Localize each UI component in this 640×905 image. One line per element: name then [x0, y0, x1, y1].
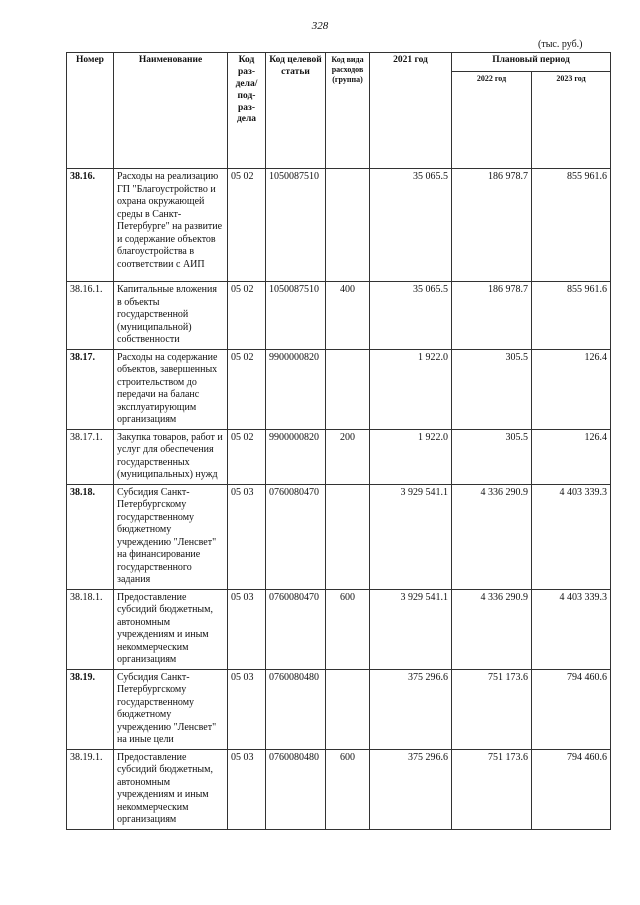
row-amount-2023: 4 403 339.3 — [532, 484, 611, 589]
row-number: 38.19.1. — [67, 749, 114, 829]
row-amount-2023: 4 403 339.3 — [532, 589, 611, 669]
row-target-code: 0760080470 — [266, 484, 326, 589]
row-amount-2022: 751 173.6 — [452, 749, 532, 829]
table-row — [67, 484, 611, 589]
header-year-2023: 2023 год — [532, 72, 611, 169]
row-section-code: 05 02 — [228, 349, 266, 429]
row-target-code: 1050087510 — [266, 282, 326, 350]
row-name: Закупка товаров, работ и услуг для обеспечения государственных (муниципальных) нужд — [114, 429, 228, 484]
table-row — [67, 349, 611, 429]
row-amount-2023: 794 460.6 — [532, 669, 611, 749]
row-expense-type — [326, 349, 370, 429]
row-expense-type: 200 — [326, 429, 370, 484]
row-expense-type — [326, 669, 370, 749]
table-row — [67, 669, 611, 749]
row-section-code: 05 03 — [228, 749, 266, 829]
row-amount-2022: 751 173.6 — [452, 669, 532, 749]
row-amount-2022: 305.5 — [452, 349, 532, 429]
row-number: 38.17.1. — [67, 429, 114, 484]
row-amount-2022: 186 978.7 — [452, 282, 532, 350]
header-year-2021: 2021 год — [370, 53, 452, 169]
row-amount-2021: 1 922.0 — [370, 429, 452, 484]
table-row — [67, 589, 611, 669]
row-name: Предоставление субсидий бюджетным, автономным учреждениям и иным некоммерческим организациям — [114, 749, 228, 829]
row-name: Расходы на реализацию ГП "Благоустройство и охрана окружающей среды в Санкт-Петербурге" на развитие и содержание объектов благоустройства в соответствии с АИП — [114, 169, 228, 282]
row-amount-2022: 4 336 290.9 — [452, 589, 532, 669]
row-target-code: 0760080470 — [266, 589, 326, 669]
row-target-code: 9900000820 — [266, 429, 326, 484]
row-name: Капитальные вложения в объекты государственной (муниципальной) собственности — [114, 282, 228, 350]
row-amount-2021: 1 922.0 — [370, 349, 452, 429]
row-number: 38.18.1. — [67, 589, 114, 669]
row-name: Субсидия Санкт-Петербургскому государственному бюджетному учреждению "Ленсвет" на финансирование государственного задания — [114, 484, 228, 589]
row-expense-type: 600 — [326, 749, 370, 829]
row-section-code: 05 03 — [228, 484, 266, 589]
row-expense-type — [326, 484, 370, 589]
row-section-code: 05 03 — [228, 589, 266, 669]
row-expense-type: 400 — [326, 282, 370, 350]
header-section-code: Код раз-дела/ под-раз-дела — [228, 53, 266, 169]
header-year-2022: 2022 год — [452, 72, 532, 169]
row-amount-2023: 855 961.6 — [532, 169, 611, 282]
row-number: 38.19. — [67, 669, 114, 749]
row-section-code: 05 02 — [228, 169, 266, 282]
row-amount-2022: 186 978.7 — [452, 169, 532, 282]
row-expense-type — [326, 169, 370, 282]
table-row — [67, 749, 611, 829]
page-number: 328 — [311, 20, 329, 32]
row-number: 38.16. — [67, 169, 114, 282]
header-target-code: Код целевой статьи — [266, 53, 326, 169]
row-amount-2021: 35 065.5 — [370, 169, 452, 282]
row-amount-2022: 4 336 290.9 — [452, 484, 532, 589]
header-expense-type: Код вида расходов (группа) — [326, 53, 370, 169]
row-number: 38.18. — [67, 484, 114, 589]
row-target-code: 1050087510 — [266, 169, 326, 282]
row-section-code: 05 03 — [228, 669, 266, 749]
units-label: (тыс. руб.) — [538, 39, 583, 50]
row-number: 38.16.1. — [67, 282, 114, 350]
header-name: Наименование — [114, 53, 228, 169]
row-number: 38.17. — [67, 349, 114, 429]
row-amount-2023: 126.4 — [532, 429, 611, 484]
table-row — [67, 429, 611, 484]
row-amount-2023: 126.4 — [532, 349, 611, 429]
row-name: Предоставление субсидий бюджетным, автономным учреждениям и иным некоммерческим организациям — [114, 589, 228, 669]
row-amount-2021: 375 296.6 — [370, 669, 452, 749]
row-name: Субсидия Санкт-Петербургскому государственному бюджетному учреждению "Ленсвет" на иные цели — [114, 669, 228, 749]
row-section-code: 05 02 — [228, 282, 266, 350]
row-target-code: 0760080480 — [266, 669, 326, 749]
row-amount-2021: 375 296.6 — [370, 749, 452, 829]
row-amount-2023: 855 961.6 — [532, 282, 611, 350]
budget-table — [66, 52, 611, 830]
row-target-code: 9900000820 — [266, 349, 326, 429]
row-amount-2023: 794 460.6 — [532, 749, 611, 829]
row-amount-2022: 305.5 — [452, 429, 532, 484]
row-amount-2021: 35 065.5 — [370, 282, 452, 350]
table-row — [67, 282, 611, 350]
header-number: Номер — [67, 53, 114, 169]
row-amount-2021: 3 929 541.1 — [370, 589, 452, 669]
row-expense-type: 600 — [326, 589, 370, 669]
row-name: Расходы на содержание объектов, завершенных строительством до передачи на баланс эксплуатирующим организациям — [114, 349, 228, 429]
row-section-code: 05 02 — [228, 429, 266, 484]
header-planned-period: Плановый период — [452, 53, 611, 72]
row-target-code: 0760080480 — [266, 749, 326, 829]
row-amount-2021: 3 929 541.1 — [370, 484, 452, 589]
table-row — [67, 169, 611, 282]
